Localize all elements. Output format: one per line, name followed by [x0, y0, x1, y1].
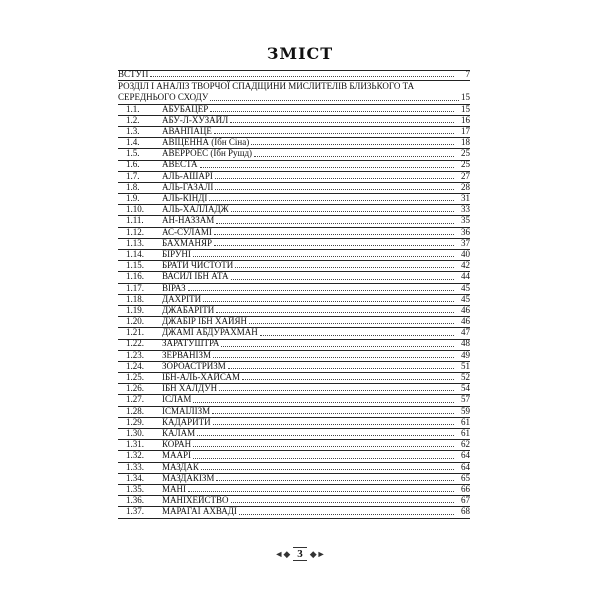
dot-leader [251, 144, 454, 145]
dot-leader [212, 413, 454, 414]
toc-entry-page: 25 [461, 148, 470, 159]
toc-entry-label: МАНІХЕЙСТВО [162, 495, 229, 506]
toc-entry-label: МАЗДАКІЗМ [162, 472, 215, 483]
toc-entry-label: ВАСИЛ ІБН АТА [162, 271, 229, 282]
toc-entry-number: 1.18. [126, 293, 144, 304]
toc-entry-label: БРАТИ ЧИСТОТИ [162, 260, 234, 271]
toc-entry-label: АС-СУЛАМІ [162, 226, 212, 237]
dot-leader [209, 200, 454, 201]
toc-entry-number: 1.2. [126, 114, 140, 125]
page-footer [0, 547, 600, 561]
toc-entry-number: 1.13. [126, 237, 144, 248]
toc-entry-label: КАДАРИТИ [162, 416, 211, 427]
toc-entry-label: МАРАГАЇ АХВАДІ [162, 506, 237, 517]
section-heading-line-2 [118, 92, 470, 103]
toc-entry-page: 27 [461, 170, 470, 181]
toc-entry-page: 15 [461, 103, 470, 114]
toc-entry-number: 1.30. [126, 427, 144, 438]
toc-entry-page: 35 [461, 215, 470, 226]
dot-leader [200, 167, 454, 168]
toc-intro-label: ВСТУП [118, 68, 149, 79]
dot-leader [231, 502, 455, 503]
toc-entry-label: МАНІ [162, 483, 186, 494]
toc-entry-number: 1.36. [126, 495, 144, 506]
toc-entry-label: ДЖАМІ АБДУРАХМАН [162, 327, 258, 338]
toc-entry-number: 1.37. [126, 506, 144, 517]
toc-entry-number: 1.22. [126, 338, 144, 349]
dot-leader [216, 480, 454, 481]
toc-entry-page: 49 [461, 349, 470, 360]
toc-entry-number: 1.24. [126, 360, 144, 371]
toc-entry-number: 1.8. [126, 181, 140, 192]
toc-entry-page: 45 [461, 293, 470, 304]
dot-leader [254, 156, 454, 157]
toc-entry-label: ДАХРІТИ [162, 293, 202, 304]
toc-entry-number: 1.17. [126, 282, 144, 293]
section-heading-text-2: СЕРЕДНЬОГО СХОДУ [118, 92, 209, 103]
toc-entry-page: 46 [461, 304, 470, 315]
toc-entry-label: АВІЦЕННА (Ібн Сіна) [162, 137, 250, 148]
toc-entry-label: АВЕРРОЕС (Ібн Рушд) [162, 148, 253, 159]
toc-entry-label: БІРУНІ [162, 248, 191, 259]
dot-leader [210, 111, 454, 112]
page-number: 3 [293, 547, 307, 561]
toc-entry-page: 67 [461, 495, 470, 506]
dot-leader [215, 178, 454, 179]
toc-entry-page: 61 [461, 416, 470, 427]
dot-leader [201, 469, 454, 470]
toc-entry-page: 28 [461, 181, 470, 192]
toc-entry-label: ДЖАБАРІТИ [162, 304, 215, 315]
toc-entry-page: 36 [461, 226, 470, 237]
dot-leader [230, 122, 454, 123]
toc-entry-number: 1.16. [126, 271, 144, 282]
toc-entry-page: 25 [461, 159, 470, 170]
toc-entry-page: 40 [461, 248, 470, 259]
toc-entry-number: 1.11. [126, 215, 144, 226]
dot-leader [216, 223, 454, 224]
toc-entry-number: 1.10. [126, 204, 144, 215]
toc-entry-page: 66 [461, 483, 470, 494]
dot-leader [235, 267, 454, 268]
toc-entry-number: 1.26. [126, 383, 144, 394]
dot-leader [228, 368, 454, 369]
toc-entry-page: 57 [461, 394, 470, 405]
toc-entry-page: 54 [461, 383, 470, 394]
dot-leader [193, 402, 454, 403]
toc-entry-number: 1.7. [126, 170, 140, 181]
toc-entry-page: 18 [461, 137, 470, 148]
toc-entry-label: АЛЬ-АШАРІ [162, 170, 213, 181]
toc-entry-label: АЛЬ-КІНДІ [162, 193, 208, 204]
toc-entry-page: 64 [461, 450, 470, 461]
toc-entry-label: БАХМАНЯР [162, 237, 213, 248]
toc-entry-number: 1.32. [126, 450, 144, 461]
toc-entry-number: 1.25. [126, 372, 144, 383]
dot-leader [210, 100, 459, 101]
toc-entry-number: 1.29. [126, 416, 144, 427]
dot-leader [214, 234, 454, 235]
dot-leader [221, 346, 454, 347]
toc-entry-number: 1.20. [126, 316, 144, 327]
toc-entry-number: 1.31. [126, 439, 144, 450]
toc-entry-label: ЗОРОАСТРИЗМ [162, 360, 226, 371]
toc-entry-page: 37 [461, 237, 470, 248]
toc-entry-page: 59 [461, 405, 470, 416]
toc-entry-label: ДЖАБІР ІБН ХАЙЯН [162, 316, 248, 327]
toc-entry-label: МААРІ [162, 450, 192, 461]
toc-entry-label: АН-НАЗЗАМ [162, 215, 215, 226]
toc-entry-page: 62 [461, 439, 470, 450]
toc-entry-page: 48 [461, 338, 470, 349]
dot-leader [219, 390, 454, 391]
ornament-left-icon: ◄◆ [274, 548, 291, 559]
toc-entry-label: ЗАРАТУШТРА [162, 338, 220, 349]
dot-leader [216, 312, 454, 313]
dot-leader [249, 323, 454, 324]
toc-entry-list [118, 105, 470, 519]
dot-leader [214, 133, 454, 134]
toc-entry-number: 1.28. [126, 405, 144, 416]
dot-leader [193, 446, 454, 447]
dot-leader [188, 290, 454, 291]
dot-leader [150, 76, 454, 77]
section-heading-text-1: РОЗДІЛ І АНАЛІЗ ТВОРЧОЇ СПАДЩИНИ МИСЛИТЕЛІВ БЛИЗЬКОГО ТА [118, 81, 415, 92]
toc-intro-page: 7 [465, 68, 470, 79]
toc-entry-label: ІБН-АЛЬ-ХАЙСАМ [162, 372, 240, 383]
toc-entry-number: 1.19. [126, 304, 144, 315]
toc-entry-label: АБУ-Л-ХУЗАЙЛ [162, 114, 229, 125]
toc-entry-number: 1.1. [126, 103, 140, 114]
toc-entry-number: 1.35. [126, 483, 144, 494]
dot-leader [203, 301, 454, 302]
toc-entry-row[interactable] [118, 507, 470, 518]
section-heading-line-1 [118, 81, 470, 92]
toc-entry-number: 1.12. [126, 226, 144, 237]
toc-entry-number: 1.6. [126, 159, 140, 170]
toc-entry-label: АБУБАЦЕР [162, 103, 209, 114]
toc-entry-page: 33 [461, 204, 470, 215]
dot-leader [239, 514, 454, 515]
toc-entry-number: 1.4. [126, 137, 140, 148]
toc-entry-label: МАЗДАК [162, 461, 199, 472]
page-title: ЗМІСТ [266, 44, 334, 63]
toc-entry-label: ІСМАЇЛІЗМ [162, 405, 211, 416]
toc-entry-number: 1.5. [126, 148, 140, 159]
toc-entry-number: 1.9. [126, 193, 140, 204]
toc-entry-page: 45 [461, 282, 470, 293]
toc-entry-page: 52 [461, 372, 470, 383]
toc-entry-number: 1.14. [126, 248, 144, 259]
toc-entry-number: 1.3. [126, 125, 140, 136]
toc-entry-label: АВАНПАЦЕ [162, 125, 212, 136]
toc-entry-page: 65 [461, 472, 470, 483]
dot-leader [231, 279, 454, 280]
dot-leader [231, 211, 454, 212]
dot-leader [197, 435, 454, 436]
toc-entry-page: 42 [461, 260, 470, 271]
ornament-right-icon: ◆► [309, 548, 326, 559]
dot-leader [242, 379, 454, 380]
dot-leader [193, 458, 454, 459]
toc-entry-number: 1.15. [126, 260, 144, 271]
toc-entry-page: 46 [461, 316, 470, 327]
toc-entry-page: 16 [461, 114, 470, 125]
toc-entry-page: 64 [461, 461, 470, 472]
toc-entry-page: 17 [461, 125, 470, 136]
toc-entry-number: 1.21. [126, 327, 144, 338]
toc-entry-label: АЛЬ-ХАЛЛАДЖ [162, 204, 229, 215]
toc-entry-page: 61 [461, 427, 470, 438]
toc-entry-label: ВІРАЗ [162, 282, 186, 293]
toc-entry-page: 44 [461, 271, 470, 282]
dot-leader [188, 491, 454, 492]
toc-entry-number: 1.27. [126, 394, 144, 405]
dot-leader [215, 189, 454, 190]
toc-entry-page: 51 [461, 360, 470, 371]
dot-leader [260, 335, 454, 336]
toc-entry-number: 1.33. [126, 461, 144, 472]
toc-entry-label: ІБН ХАЛДУН [162, 383, 218, 394]
toc-entry-label: КОРАН [162, 439, 192, 450]
toc-entry-label: АЛЬ-ГАЗАЛІ [162, 181, 214, 192]
dot-leader [213, 424, 454, 425]
dot-leader [193, 256, 454, 257]
toc-entry-label: ЗЕРВАНІЗМ [162, 349, 211, 360]
toc-entry-page: 47 [461, 327, 470, 338]
toc-entry-number: 1.23. [126, 349, 144, 360]
toc-entry-page: 31 [461, 193, 470, 204]
toc-entry-label: ІСЛАМ [162, 394, 192, 405]
toc-intro-row[interactable] [118, 70, 470, 81]
toc-entry-page: 68 [461, 506, 470, 517]
dot-leader [213, 357, 454, 358]
toc-section-heading[interactable] [118, 81, 470, 104]
table-of-contents [118, 70, 470, 519]
toc-entry-label: АВЕСТА [162, 159, 198, 170]
toc-entry-number: 1.34. [126, 472, 144, 483]
section-heading-page: 15 [461, 92, 470, 103]
toc-entry-label: КАЛАМ [162, 427, 196, 438]
dot-leader [214, 245, 454, 246]
